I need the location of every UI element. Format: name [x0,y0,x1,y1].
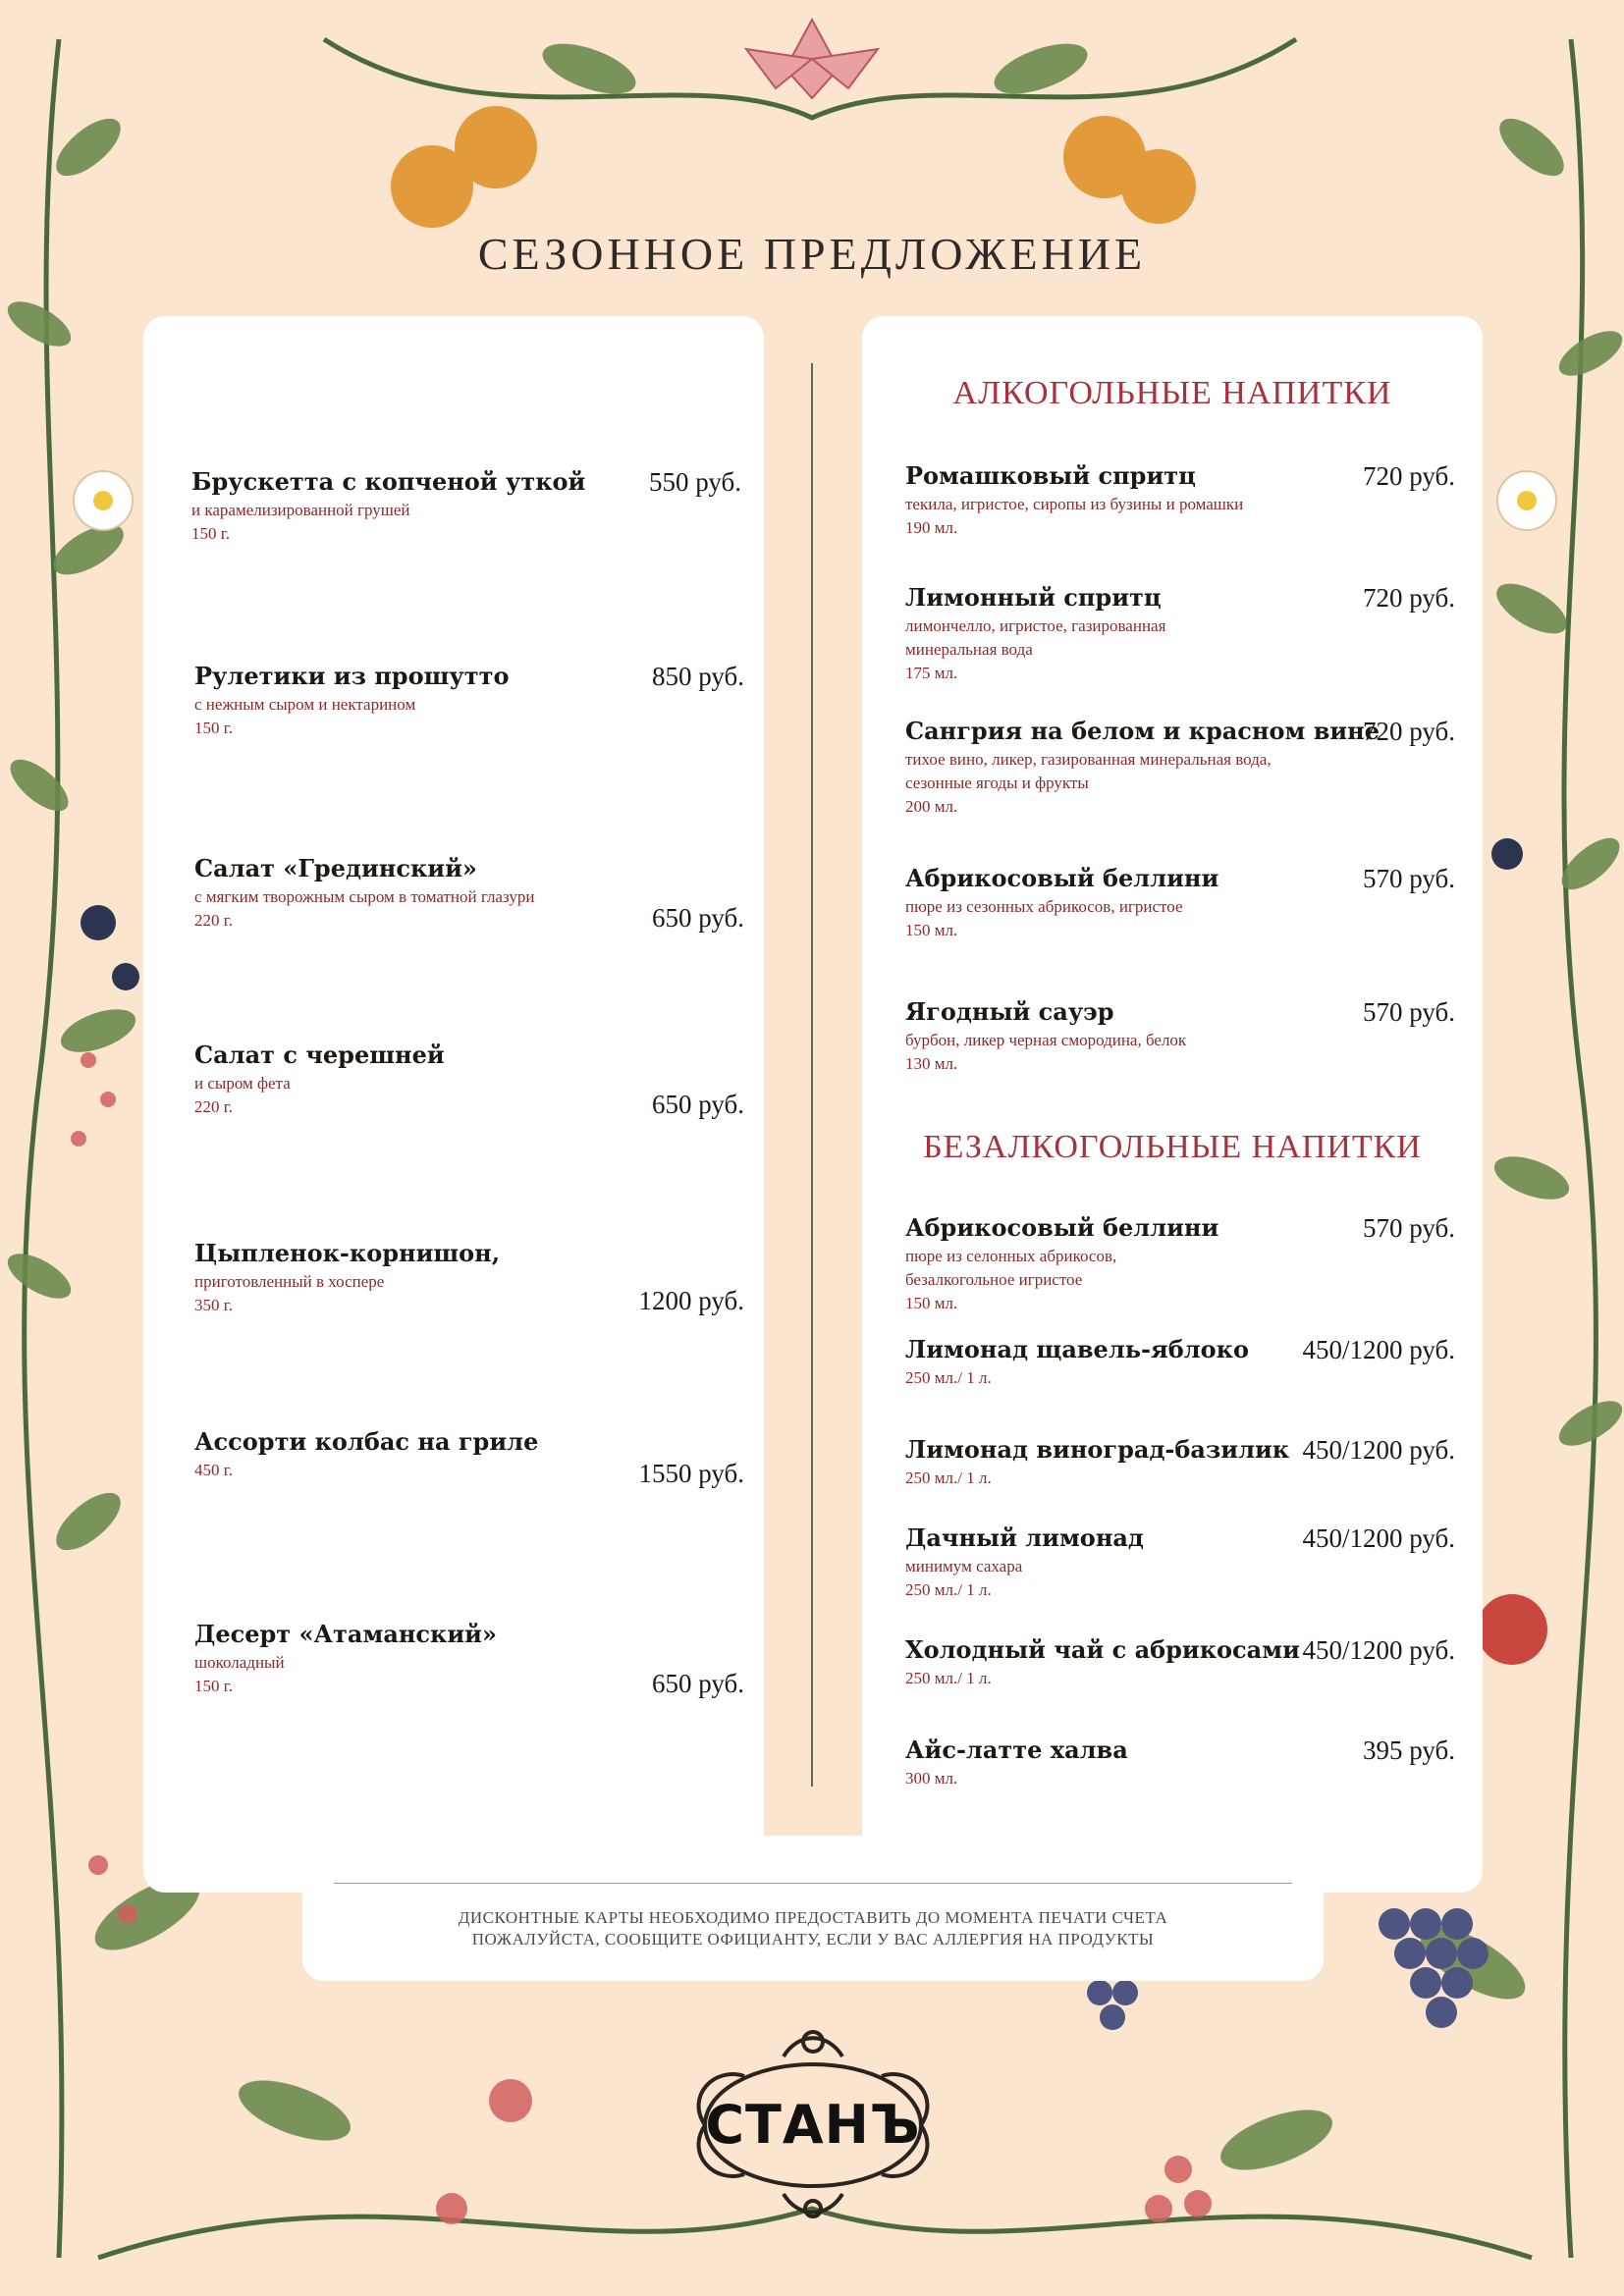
item-name: Цыпленок-корнишон, [194,1239,501,1267]
item-name: Лимонад виноград-базилик [905,1435,1290,1464]
page-title: СЕЗОННОЕ ПРЕДЛОЖЕНИЕ [477,229,1147,279]
item-name: Холодный чай с абрикосами [905,1635,1300,1664]
item-description: 250 мл./ 1 л. [905,1669,992,1687]
item-name: Дачный лимонад [905,1523,1144,1552]
alcoholic-section-title: АЛКОГОЛЬНЫЕ НАПИТКИ [952,375,1392,411]
item-price: 650 руб. [651,903,744,933]
item-description: приготовленный в хоспере 350 г. [194,1272,385,1314]
item-price: 450/1200 руб. [1302,1435,1455,1465]
item-name: Салат с черешней [194,1041,445,1069]
item-name: Ягодный сауэр [905,997,1114,1026]
item-description: 250 мл./ 1 л. [905,1368,992,1387]
item-name: Рулетики из прошутто [194,662,510,690]
item-name: Салат «Грединский» [194,854,477,882]
item-price: 450/1200 руб. [1302,1635,1455,1665]
column-divider [811,363,813,1787]
item-price: 570 руб. [1362,1213,1455,1243]
item-description: с мягким творожным сыром в томатной глазури 220 г. [194,887,535,930]
item-description: текила, игристое, сиропы из бузины и ромашки 190 мл. [905,495,1244,537]
item-description: и карамелизированной грушей 150 г. [191,501,410,543]
item-description: минимум сахара 250 мл./ 1 л. [905,1557,1023,1599]
item-name: Абрикосовый беллини [905,864,1219,892]
item-name: Ассорти колбас на гриле [194,1427,539,1456]
item-name: Десерт «Атаманский» [194,1620,497,1648]
item-price: 550 руб. [648,467,741,497]
item-description: 250 мл./ 1 л. [905,1468,992,1487]
item-name: Брускетта с копченой уткой [191,467,586,496]
item-name: Лимонный спритц [905,583,1162,612]
item-price: 720 руб. [1362,461,1455,491]
item-price: 450/1200 руб. [1302,1523,1455,1553]
footer-allergy-note: ПОЖАЛУЙСТА, СООБЩИТЕ ОФИЦИАНТУ, ЕСЛИ У ВАС АЛЛЕРГИЯ НА ПРОДУКТЫ [471,1930,1155,1949]
item-price: 850 руб. [651,662,744,691]
item-price: 1200 руб. [638,1286,744,1315]
item-name: Айс-латте халва [905,1735,1128,1764]
restaurant-logo [676,2017,950,2223]
item-description: бурбон, ликер черная смородина, белок 130 мл. [905,1031,1187,1073]
item-description: 300 мл. [905,1769,958,1788]
item-price: 450/1200 руб. [1302,1335,1455,1364]
footer-divider [334,1883,1292,1884]
item-price: 650 руб. [651,1669,744,1698]
non-alcoholic-section-title: БЕЗАЛКОГОЛЬНЫЕ НАПИТКИ [923,1129,1422,1165]
item-price: 570 руб. [1362,997,1455,1027]
logo-text: СТАНЪ [705,2094,921,2156]
item-name: Сангрия на белом и красном вине [905,717,1380,745]
item-name: Лимонад щавель-яблоко [905,1335,1249,1363]
item-name: Ромашковый спритц [905,461,1196,490]
item-price: 395 руб. [1362,1735,1455,1765]
item-price: 720 руб. [1362,717,1455,746]
item-price: 570 руб. [1362,864,1455,893]
item-description: пюре из сезонных абрикосов, игристое 150 мл. [905,897,1183,939]
item-description: пюре из селонных абрикосов, безалкогольное игристое 150 мл. [905,1247,1117,1312]
item-price: 1550 руб. [638,1459,744,1488]
item-description: лимончелло, игристое, газированная минеральная вода 175 мл. [905,616,1166,682]
item-description: тихое вино, ликер, газированная минеральная вода, сезонные ягоды и фрукты 200 мл. [905,750,1272,816]
footer-discount-note: ДИСКОНТНЫЕ КАРТЫ НЕОБХОДИМО ПРЕДОСТАВИТЬ ДО МОМЕНТА ПЕЧАТИ СЧЕТА [458,1908,1168,1927]
item-description: и сыром фета 220 г. [194,1074,291,1116]
item-price: 720 руб. [1362,583,1455,613]
item-name: Абрикосовый беллини [905,1213,1219,1242]
item-description: с нежным сыром и нектарином 150 г. [194,695,416,737]
item-description: шоколадный 150 г. [194,1653,285,1695]
item-price: 650 руб. [651,1090,744,1119]
item-description: 450 г. [194,1461,234,1479]
